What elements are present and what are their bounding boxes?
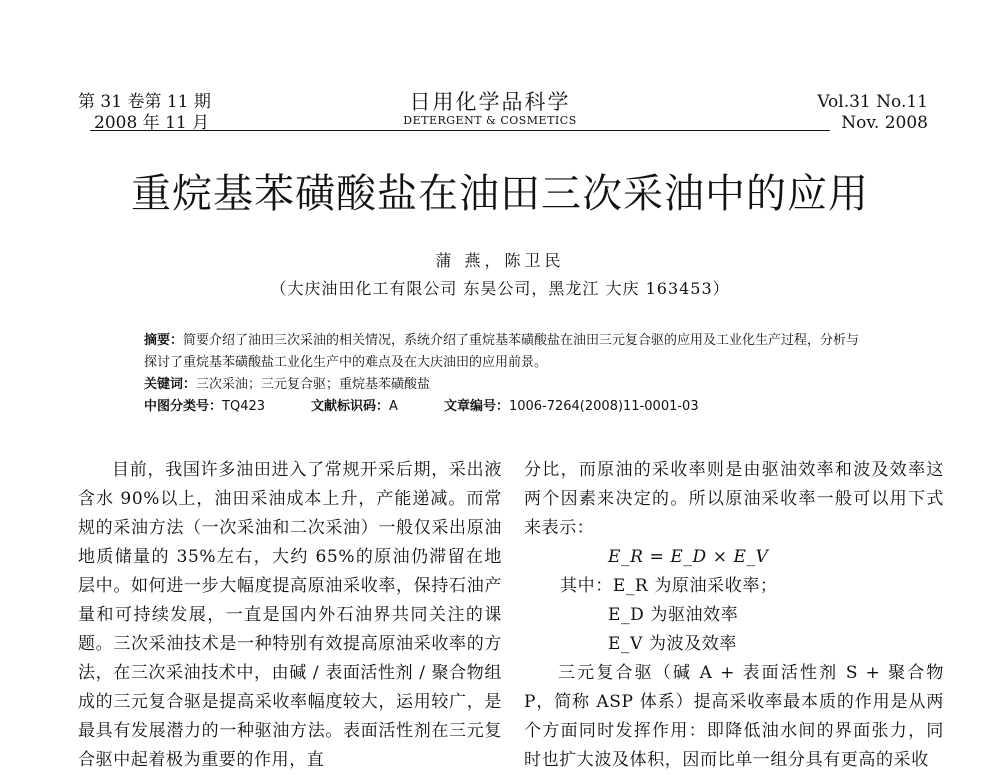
- journal-issue: [78, 92, 211, 134]
- classification-row: [144, 396, 864, 418]
- abstract-block: [144, 330, 864, 418]
- authors: 蒲 燕，陈卫民: [435, 251, 565, 270]
- where-item: E_D 为驱油效率: [608, 605, 739, 625]
- clc-label: 中图分类号：: [144, 399, 223, 414]
- journal-name-cn: 日用化学品科学: [409, 90, 571, 114]
- journal-name-en: DETERGENT & COSMETICS: [403, 114, 577, 127]
- issue-volume: 第 31 卷第 11 期: [78, 92, 211, 112]
- where-label: 其中：: [560, 576, 613, 596]
- where-item: E_V 为波及效率: [608, 634, 737, 654]
- clc-value: TQ423: [222, 399, 266, 414]
- volume-en: Vol.31 No.11: [817, 92, 928, 112]
- article-no-label: 文章编号：: [443, 399, 509, 414]
- date-en: Nov. 2008: [841, 113, 928, 133]
- formula-where: [524, 572, 944, 601]
- journal-volume-en: [817, 92, 928, 134]
- where-item: E_R 为原油采收率；: [612, 576, 778, 596]
- abstract: [144, 330, 864, 374]
- journal-name: [360, 90, 620, 128]
- formula: E_R = E_D × E_V: [608, 547, 769, 567]
- article-no-value: 1006-7264(2008)11-0001-03: [508, 399, 699, 414]
- paper-title: 重烷基苯磺酸盐在油田三次采油中的应用: [131, 171, 869, 217]
- doc-code-label: 文献标识码：: [311, 399, 390, 414]
- body-paragraph: 目前，我国许多油田进入了常规开采后期，采出液含水 90%以上，油田采油成本上升，产能递减。而常规的采油方法（一次采油和二次采油）一般仅采出原油地质储量的 35%左右，大约 65%的原油仍滞留在地层中。如何进一步大幅度提高原油采收率，保持石油产量和可持续发展，一直是国内外石油界共同关注的课题。三次采油技术是一种特别有效提高原油采收率的方法，在三次采油技术中，由碱 / 表面活性剂 / 聚合物组成的三元复合驱是提高采收率幅度较大，运用较广，是最具有发展潜力的一种驱油方法。表面活性剂在三元复合驱中起着极为重要的作用，直: [78, 460, 502, 770]
- body-column-right: [524, 456, 944, 775]
- body-column-left: [78, 456, 502, 775]
- header-rule: [90, 130, 830, 131]
- abstract-label: 摘要：: [144, 333, 184, 348]
- doc-code-value: A: [389, 399, 398, 414]
- body-paragraph-continued: 分比，而原油的采收率则是由驱油效率和波及效率这两个因素来决定的。所以原油采收率一般可以用下式来表示：: [524, 460, 944, 538]
- keywords-text: 三次采油；三元复合驱；重烷基苯磺酸盐: [196, 377, 431, 392]
- body-paragraph: 三元复合驱（碱 A + 表面活性剂 S + 聚合物 P，简称 ASP 体系）提高采收率最本质的作用是从两个方面同时发挥作用：即降低油水间的界面张力，同时也扩大波及体积，因而比单一组分具有更高的采收: [524, 663, 944, 770]
- keywords-label: 关键词：: [144, 377, 197, 392]
- affiliation: （大庆油田化工有限公司 东昊公司，黑龙江 大庆 163453）: [270, 279, 730, 298]
- issue-date: 2008 年 11 月: [94, 113, 210, 133]
- abstract-text: 简要介绍了油田三次采油的相关情况，系统介绍了重烷基苯磺酸盐在油田三元复合驱的应用及工业化生产过程，分析与探讨了重烷基苯磺酸盐工业化生产中的难点及在大庆油田的应用前景。: [144, 333, 860, 370]
- keywords: [144, 374, 864, 396]
